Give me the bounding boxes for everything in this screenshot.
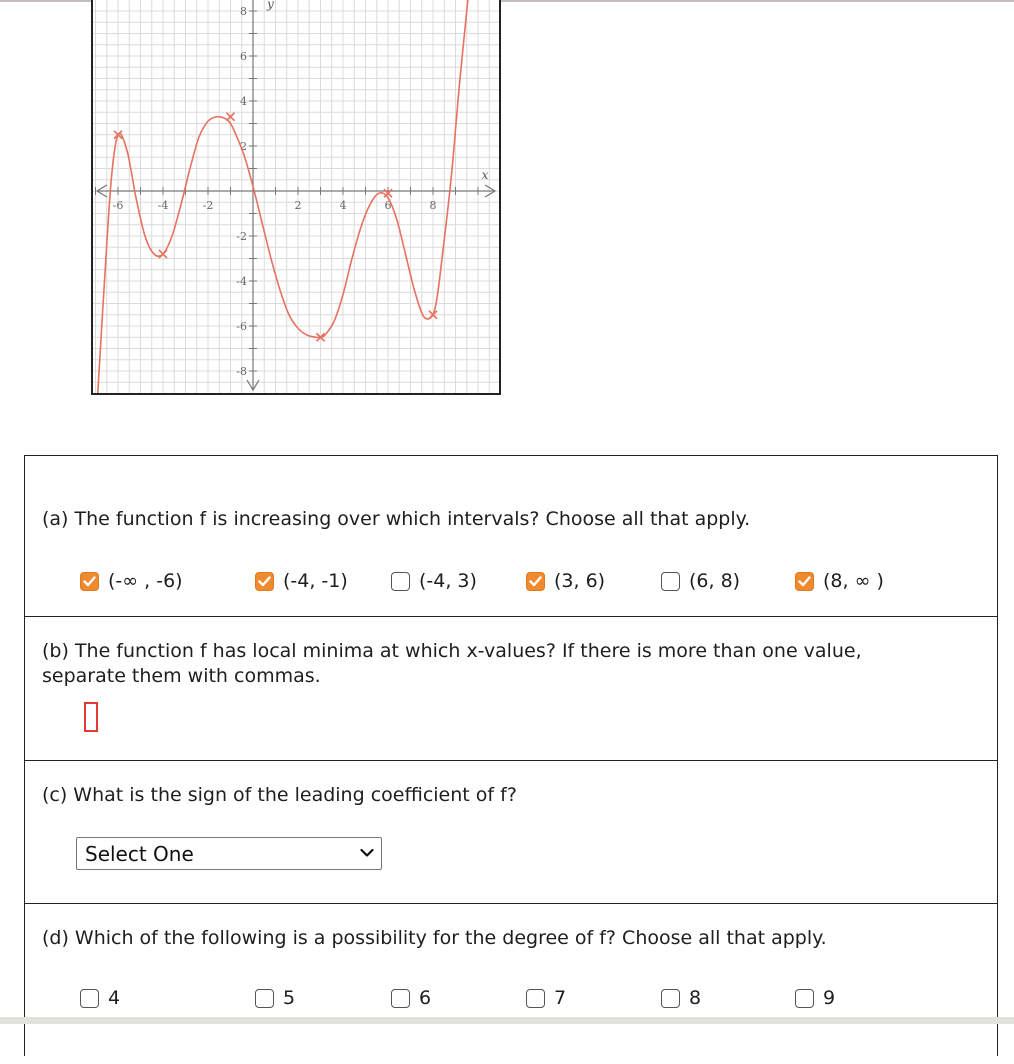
part-b-section: [25, 616, 997, 760]
y-tick-label: 6: [240, 50, 247, 63]
part-a-option-2-label: (-4, -1): [283, 570, 348, 592]
part-c-section: [25, 760, 997, 904]
degree-option-9-checkbox[interactable]: [795, 989, 814, 1008]
x-tick-label: 8: [429, 199, 437, 212]
y-tick-label: 4: [240, 95, 247, 108]
bottom-scroll-area: [0, 1017, 1014, 1024]
degree-option-5-checkbox[interactable]: [255, 989, 274, 1008]
degree-option-4[interactable]: [80, 985, 120, 1011]
part-a-option-6-label: (8, ∞ ): [823, 570, 884, 592]
part-a-option-4-label: (3, 6): [554, 570, 606, 592]
x-axis-label: x: [481, 168, 489, 182]
degree-option-6-checkbox[interactable]: [391, 989, 410, 1008]
part-a-option-2[interactable]: [255, 568, 348, 594]
degree-option-8[interactable]: [661, 985, 701, 1011]
x-tick-label: 2: [294, 199, 302, 212]
degree-option-6[interactable]: [391, 985, 431, 1011]
leading-coefficient-select[interactable]: [76, 837, 382, 870]
degree-option-8-label: 8: [689, 987, 702, 1009]
degree-option-7-checkbox[interactable]: [526, 989, 545, 1008]
part-d-question: (d) Which of the following is a possibility for the degree of f? Choose all that apply.: [42, 927, 827, 949]
degree-option-9-label: 9: [823, 987, 836, 1009]
part-a-option-5-label: (6, 8): [689, 570, 741, 592]
question-panel: [24, 455, 998, 1056]
chevron-down-icon: [360, 847, 374, 859]
degree-option-7[interactable]: [526, 985, 566, 1011]
part-a-option-3-checkbox[interactable]: [391, 572, 410, 591]
part-b-question-line1: (b) The function f has local minima at which x-values? If there is more than one value,: [42, 640, 862, 662]
part-a-option-1-label: (-∞ , -6): [108, 570, 183, 592]
part-a-option-2-checkbox[interactable]: [255, 572, 274, 591]
x-tick-label: -2: [202, 199, 214, 212]
part-a-question: (a) The function f is increasing over which intervals? Choose all that apply.: [42, 508, 751, 530]
part-a-section: [25, 456, 997, 616]
degree-option-7-label: 7: [554, 987, 567, 1009]
degree-option-8-checkbox[interactable]: [661, 989, 680, 1008]
function-graph: [91, 0, 501, 395]
local-minima-input[interactable]: [84, 702, 98, 732]
part-a-option-3[interactable]: [391, 568, 477, 594]
degree-option-4-label: 4: [108, 987, 121, 1009]
part-a-option-4-checkbox[interactable]: [526, 572, 545, 591]
graph-grid: [93, 0, 499, 393]
part-a-option-5[interactable]: [661, 568, 740, 594]
y-axis-label: y: [267, 0, 274, 11]
degree-option-9[interactable]: [795, 985, 835, 1011]
part-a-option-6-checkbox[interactable]: [795, 572, 814, 591]
part-a-option-1-checkbox[interactable]: [80, 572, 99, 591]
degree-option-6-label: 6: [419, 987, 432, 1009]
part-b-question: [42, 639, 862, 689]
y-tick-label: 8: [240, 5, 247, 18]
part-a-option-3-label: (-4, 3): [419, 570, 477, 592]
x-tick-labels: [113, 199, 437, 212]
y-tick-label: 2: [240, 140, 247, 153]
part-a-option-6[interactable]: [795, 568, 884, 594]
part-a-option-1[interactable]: [80, 568, 183, 594]
graph-axes: [96, 0, 496, 390]
graph-canvas: [93, 0, 499, 393]
part-a-option-4[interactable]: [526, 568, 605, 594]
y-tick-label: -4: [236, 275, 247, 288]
degree-option-4-checkbox[interactable]: [80, 989, 99, 1008]
part-a-option-5-checkbox[interactable]: [661, 572, 680, 591]
degree-option-5[interactable]: [255, 985, 295, 1011]
y-tick-label: -6: [236, 320, 247, 333]
x-tick-label: -6: [112, 199, 124, 212]
part-d-section: [25, 903, 997, 1064]
y-tick-label: -2: [236, 230, 247, 243]
x-tick-label: 4: [339, 199, 347, 212]
y-tick-label: -8: [236, 365, 247, 378]
degree-option-5-label: 5: [283, 987, 296, 1009]
x-tick-label: 6: [384, 199, 392, 212]
part-c-question: (c) What is the sign of the leading coefficient of f?: [42, 784, 517, 806]
part-b-question-line2: separate them with commas.: [42, 665, 321, 687]
x-tick-label: -4: [157, 199, 169, 212]
leading-coefficient-select-value: Select One: [85, 841, 194, 866]
